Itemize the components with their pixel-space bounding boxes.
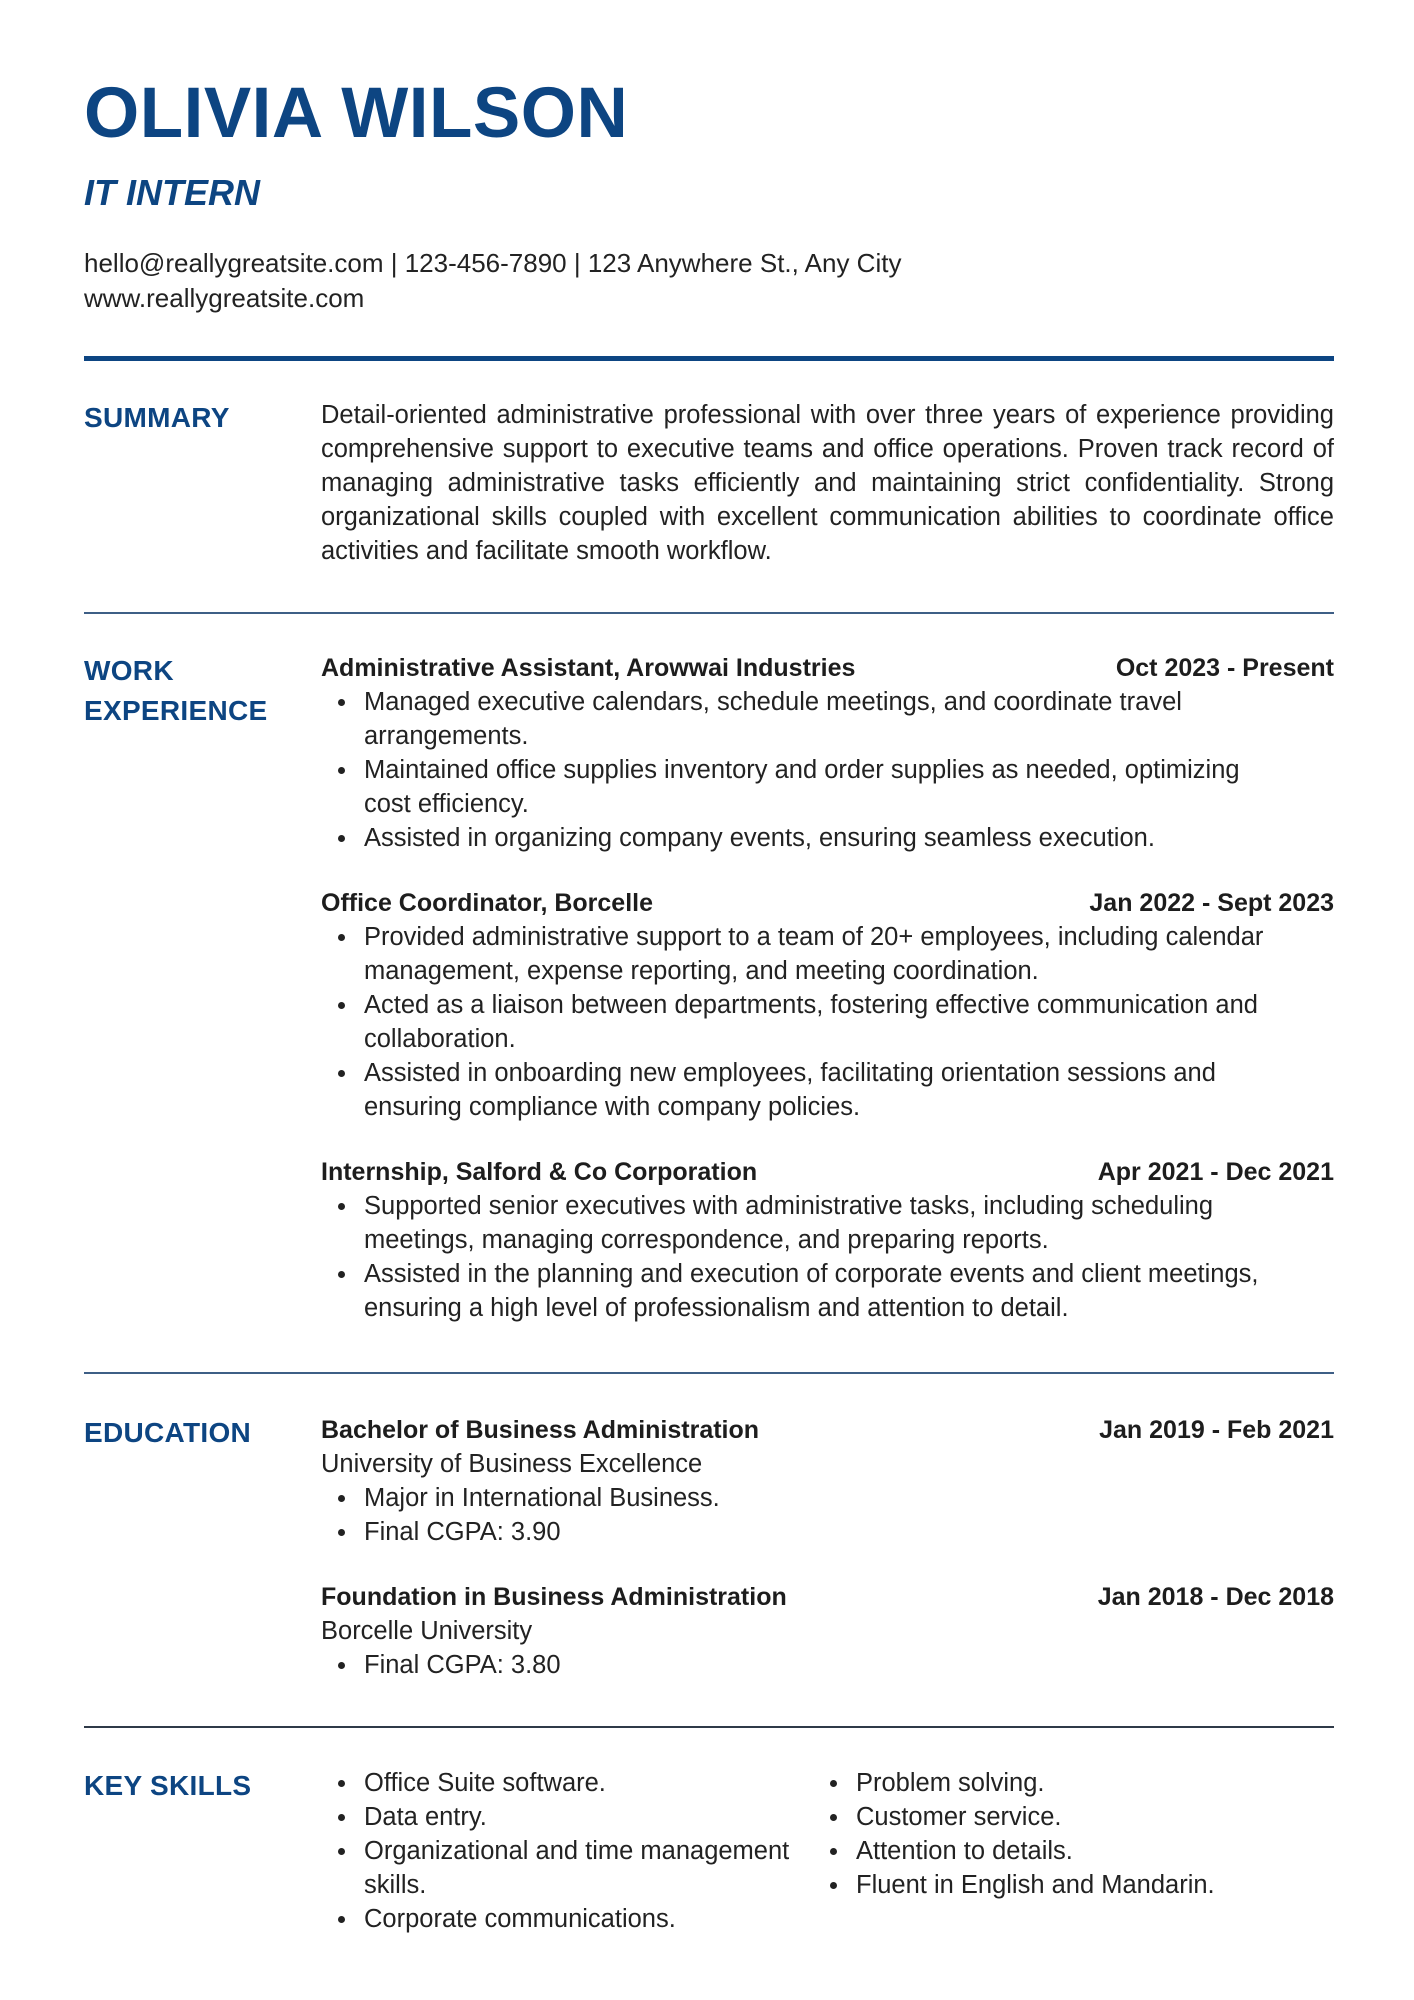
skills-section (321, 1766, 1334, 1936)
list-item: Major in International Business. (321, 1481, 1334, 1515)
job-entry (321, 1155, 1334, 1325)
skills-list-left (321, 1766, 813, 1936)
list-item: Managed executive calendars, schedule meetings, and coordinate travel arrangements. (321, 685, 1334, 753)
list-item: Acted as a liaison between departments, fostering effective communication and collaboration. (321, 988, 1334, 1056)
job-dates: Jan 2022 - Sept 2023 (1089, 889, 1334, 917)
website: www.reallygreatsite.com (84, 283, 365, 313)
work-section (321, 651, 1334, 1356)
job-role: Internship, Salford & Co Corporation (321, 1158, 758, 1186)
summary-text: Detail-oriented administrative professional with over three years of experience providing comprehensive support to executive teams and office operations. Proven track record of managing administrative tasks efficiently and maintaining strict confidentiality. Strong organizational skills coupled with excellent communication abilities to coordinate office activities and facilitate smooth workflow. (321, 401, 1334, 565)
job-role: Office Coordinator, Borcelle (321, 889, 654, 917)
work-heading (84, 651, 268, 731)
header-divider (84, 356, 1334, 361)
list-item: Office Suite software. (321, 1766, 813, 1800)
list-item: Final CGPA: 3.90 (321, 1515, 1334, 1549)
list-item: Assisted in the planning and execution of corporate events and client meetings, ensuring a high level of professionalism and attention to detail. (321, 1257, 1334, 1325)
contact-info (84, 246, 901, 316)
candidate-name: OLIVIA WILSON (84, 74, 629, 153)
list-item: Organizational and time management skills. (321, 1834, 813, 1902)
list-item: Customer service. (813, 1800, 1313, 1834)
summary-section (321, 398, 1334, 568)
job-dates: Oct 2023 - Present (1115, 654, 1334, 682)
skills-list-right (813, 1766, 1313, 1936)
list-item: Fluent in English and Mandarin. (813, 1868, 1313, 1902)
education-bullets (321, 1648, 1334, 1682)
education-entry (321, 1580, 1334, 1682)
list-item: Provided administrative support to a team of 20+ employees, including calendar management, expense reporting, and meeting coordination. (321, 920, 1334, 988)
list-item: Corporate communications. (321, 1902, 813, 1936)
list-item: Assisted in organizing company events, ensuring seamless execution. (321, 821, 1334, 855)
job-bullets (321, 1189, 1334, 1325)
school: Borcelle University (321, 1617, 533, 1645)
job-header (321, 1155, 1334, 1189)
job-dates: Apr 2021 - Dec 2021 (1097, 1158, 1334, 1186)
job-bullets (321, 920, 1334, 1124)
job-bullets (321, 685, 1334, 855)
work-heading-line: EXPERIENCE (84, 695, 268, 726)
section-divider (84, 1726, 1334, 1728)
school: University of Business Excellence (321, 1450, 703, 1478)
section-divider (84, 1372, 1334, 1374)
list-item: Supported senior executives with administrative tasks, including scheduling meetings, managing correspondence, and preparing reports. (321, 1189, 1334, 1257)
section-divider (84, 612, 1334, 614)
education-heading: EDUCATION (84, 1417, 252, 1448)
education-entry (321, 1413, 1334, 1549)
education-bullets (321, 1481, 1334, 1549)
list-item: Data entry. (321, 1800, 813, 1834)
list-item: Maintained office supplies inventory and order supplies as needed, optimizing cost efficiency. (321, 753, 1334, 821)
summary-heading: SUMMARY (84, 402, 230, 433)
work-heading-line: WORK (84, 655, 174, 686)
education-header (321, 1413, 1334, 1447)
list-item: Problem solving. (813, 1766, 1313, 1800)
skills-columns (321, 1766, 1334, 1936)
degree: Foundation in Business Administration (321, 1583, 787, 1611)
job-header (321, 651, 1334, 685)
job-entry (321, 886, 1334, 1124)
education-dates: Jan 2018 - Dec 2018 (1097, 1583, 1334, 1611)
education-header (321, 1580, 1334, 1614)
education-section (321, 1413, 1334, 1713)
list-item: Final CGPA: 3.80 (321, 1648, 1334, 1682)
job-header (321, 886, 1334, 920)
skills-heading: KEY SKILLS (84, 1770, 252, 1801)
list-item: Attention to details. (813, 1834, 1313, 1868)
contact-line: hello@reallygreatsite.com | 123-456-7890 | 123 Anywhere St., Any City (84, 248, 902, 278)
job-title: IT INTERN (84, 172, 260, 213)
job-role: Administrative Assistant, Arowwai Industries (321, 654, 856, 682)
education-dates: Jan 2019 - Feb 2021 (1099, 1416, 1334, 1444)
list-item: Assisted in onboarding new employees, facilitating orientation sessions and ensuring compliance with company policies. (321, 1056, 1334, 1124)
degree: Bachelor of Business Administration (321, 1416, 760, 1444)
job-entry (321, 651, 1334, 855)
